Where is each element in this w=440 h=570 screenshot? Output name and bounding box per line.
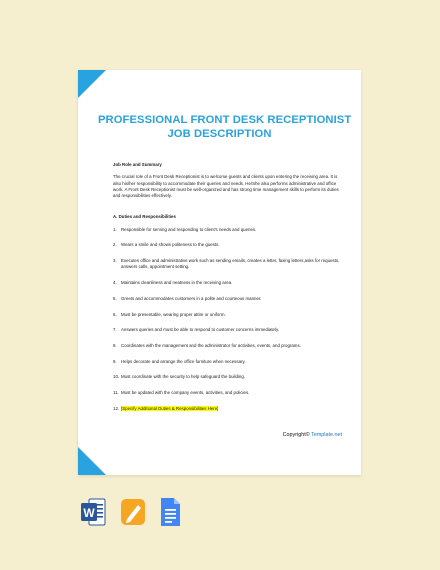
copyright-label: Copyright xyxy=(282,432,306,438)
duties-list xyxy=(113,227,342,412)
item-number: 9. xyxy=(113,358,117,364)
item-text: Coordinates with the management and the administrator for activities, events, and programs. xyxy=(121,342,301,348)
item-text: Must coordinate with the security to help safeguard the building. xyxy=(121,374,245,380)
item-text: Executes office and administrative work such as sending emails, creates a letter, faxing letters,asks for requests, answers calls, appointment setting. xyxy=(121,258,340,270)
item-number: 3. xyxy=(113,258,117,264)
list-item-placeholder xyxy=(113,406,342,412)
item-text: Maintains cleanliness and neatness in the receiving area. xyxy=(121,280,233,286)
list-item xyxy=(113,296,342,302)
word-icon[interactable] xyxy=(80,496,106,528)
item-number: 1. xyxy=(113,226,117,232)
item-number: 5. xyxy=(113,295,117,301)
template-link[interactable]: Template.net xyxy=(311,432,342,438)
item-text: Wears a smile and shows politeness to the guests. xyxy=(121,242,220,248)
corner-decoration-top-left xyxy=(78,70,106,98)
summary-paragraph: The crucial role of a Front Desk Receptionist is to welcome guests and clients upon entering the receiving area. It is also his/her responsibility to accommodate their queries and needs. He/She also performs administrative and office work. A Front Desk Receptionist must be well-organized and has strong time management skills to perform its duties and responsibilities effectively. xyxy=(113,174,339,199)
title-line-2: JOB DESCRIPTION xyxy=(167,128,272,140)
list-item xyxy=(113,312,342,318)
title-line-1: PROFESSIONAL FRONT DESK RECEPTIONIST xyxy=(98,114,352,126)
copyright-symbol: © xyxy=(305,432,310,438)
copyright-notice xyxy=(283,432,342,438)
list-item xyxy=(113,258,342,271)
item-text: Answers queries and must be able to respond to customer concerns immediately. xyxy=(121,327,280,333)
pages-icon[interactable] xyxy=(120,496,146,528)
item-text: Must be updated with the company events, activities, and policies. xyxy=(121,389,250,395)
google-docs-icon[interactable] xyxy=(157,496,183,528)
document-title xyxy=(98,113,352,141)
item-number: 11. xyxy=(113,389,119,395)
duties-heading: A. Duties and Responsibilities xyxy=(113,214,176,220)
item-number: 7. xyxy=(113,327,117,333)
corner-decoration-bottom-left xyxy=(78,447,106,475)
list-item xyxy=(113,343,342,349)
list-item xyxy=(113,327,342,333)
item-text: Greets and accommodates customers in a polite and courteous manner. xyxy=(121,295,262,301)
svg-text:W: W xyxy=(83,506,95,520)
placeholder-text: [Specify Additional Duties & Responsibilities Here] xyxy=(121,405,219,411)
list-item xyxy=(113,227,342,233)
list-item xyxy=(113,374,342,380)
item-number: 10. xyxy=(113,374,120,380)
item-text: Responsible for serving and responding to client's needs and queries. xyxy=(121,226,257,232)
document-page xyxy=(78,70,361,475)
item-number: 4. xyxy=(113,280,117,286)
list-item xyxy=(113,359,342,365)
list-item xyxy=(113,242,342,248)
item-number: 8. xyxy=(113,342,117,348)
list-item xyxy=(113,280,342,286)
document-body xyxy=(113,162,342,421)
item-text: Must be presentable, wearing proper attire or uniform. xyxy=(121,311,226,317)
item-number: 6. xyxy=(113,311,117,317)
list-item xyxy=(113,390,342,396)
item-number: 12. xyxy=(113,405,120,411)
role-heading: Job Role and Summary xyxy=(113,162,162,167)
item-number: 2. xyxy=(113,242,117,248)
item-text: Helps decorate and arrange the office furniture when necessary. xyxy=(121,358,246,364)
